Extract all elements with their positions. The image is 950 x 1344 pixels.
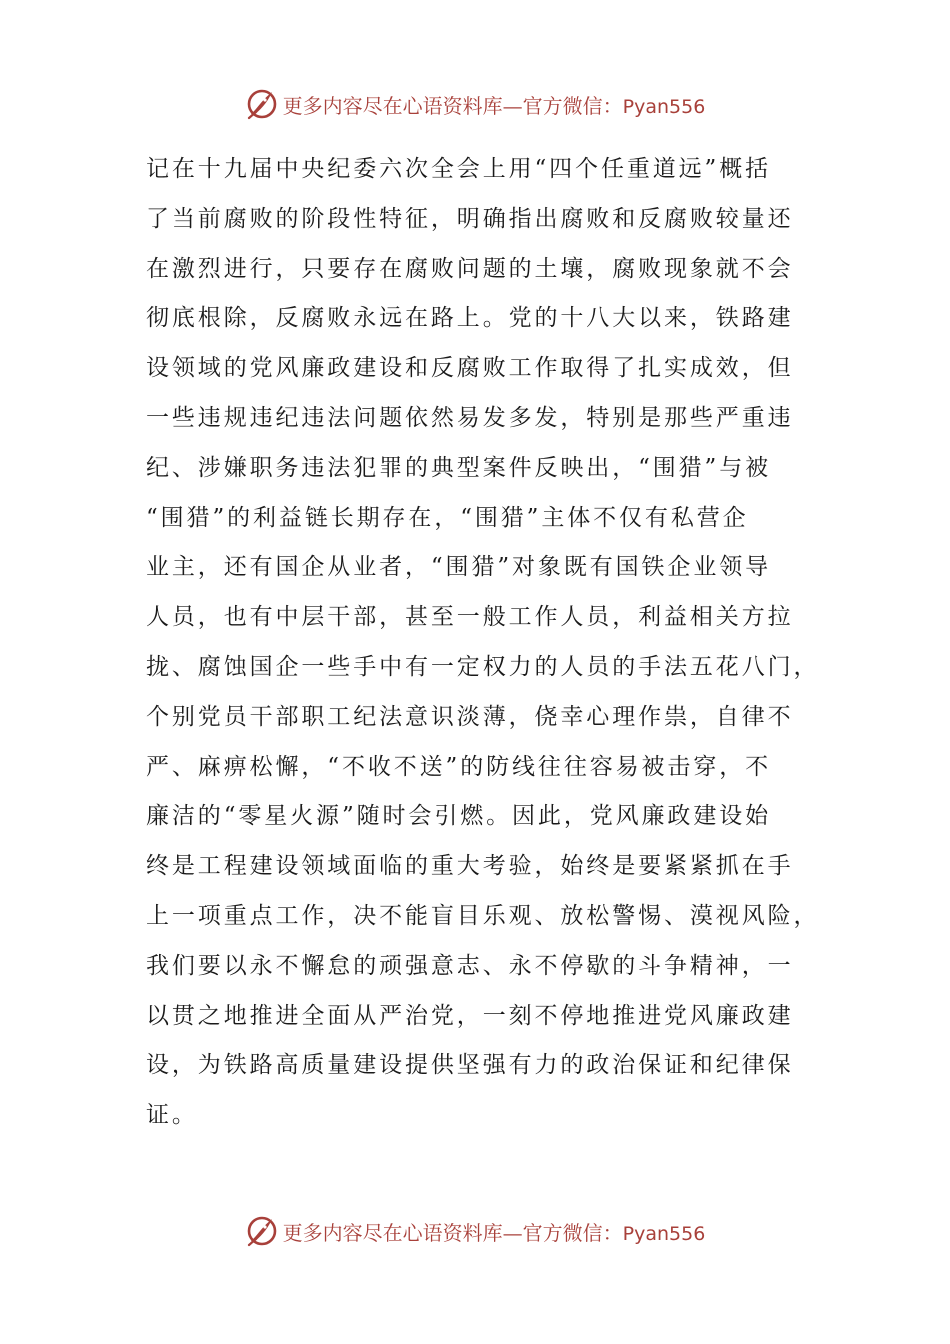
body-line: 纪、涉嫌职务违法犯罪的典型案件反映出，“围猎”与被 xyxy=(146,454,772,481)
body-line: 拢、腐蚀国企一些手中有一定权力的人员的手法五花八门， xyxy=(146,653,820,680)
body-line: “围猎”的利益链长期存在，“围猎”主体不仅有私营企 xyxy=(146,504,749,531)
document-body xyxy=(146,145,820,1141)
pen-nib-circle-icon xyxy=(245,1214,279,1248)
body-line: 我们要以永不懈怠的顽强意志、永不停歇的斗争精神，一 xyxy=(146,952,794,979)
body-line: 证。 xyxy=(146,1102,198,1129)
body-line: 严、麻痹松懈，“不收不送”的防线往往容易被击穿，不 xyxy=(146,753,772,780)
body-line: 了当前腐败的阶段性特征，明确指出腐败和反腐败较量还 xyxy=(146,205,794,232)
wechat-id: Pyan556 xyxy=(622,95,706,118)
body-line: 记在十九届中央纪委六次全会上用“四个任重道远”概括 xyxy=(146,156,772,182)
pen-nib-circle-icon xyxy=(245,87,279,121)
body-line: 在激烈进行，只要存在腐败问题的土壤，腐败现象就不会 xyxy=(146,255,794,282)
body-line: 一些违规违纪违法问题依然易发多发，特别是那些严重违 xyxy=(146,404,794,431)
body-line: 设，为铁路高质量建设提供坚强有力的政治保证和纪律保 xyxy=(146,1052,794,1079)
body-line: 以贯之地推进全面从严治党，一刻不停地推进党风廉政建 xyxy=(146,1002,794,1029)
body-line: 彻底根除，反腐败永远在路上。党的十八大以来，铁路建 xyxy=(146,305,794,332)
body-line: 业主，还有国企从业者，“围猎”对象既有国铁企业领导 xyxy=(146,554,772,581)
body-line: 个别党员干部职工纪法意识淡薄，侥幸心理作祟，自律不 xyxy=(146,703,794,730)
body-line: 人员，也有中层干部，甚至一般工作人员，利益相关方拉 xyxy=(146,604,794,631)
header-watermark-banner xyxy=(0,84,950,124)
footer-watermark-banner xyxy=(0,1211,950,1251)
body-line: 上一项重点工作，决不能盲目乐观、放松警惕、漠视风险， xyxy=(146,902,820,929)
body-line: 廉洁的“零星火源”随时会引燃。因此，党风廉政建设始 xyxy=(146,803,772,830)
banner-text: 更多内容尽在心语资料库—官方微信：Pyan556 xyxy=(282,93,706,118)
banner-text: 更多内容尽在心语资料库—官方微信：Pyan556 xyxy=(282,1220,706,1245)
body-line: 终是工程建设领域面临的重大考验，始终是要紧紧抓在手 xyxy=(146,853,794,880)
body-line: 设领域的党风廉政建设和反腐败工作取得了扎实成效，但 xyxy=(146,355,794,382)
wechat-id: Pyan556 xyxy=(622,1222,706,1245)
